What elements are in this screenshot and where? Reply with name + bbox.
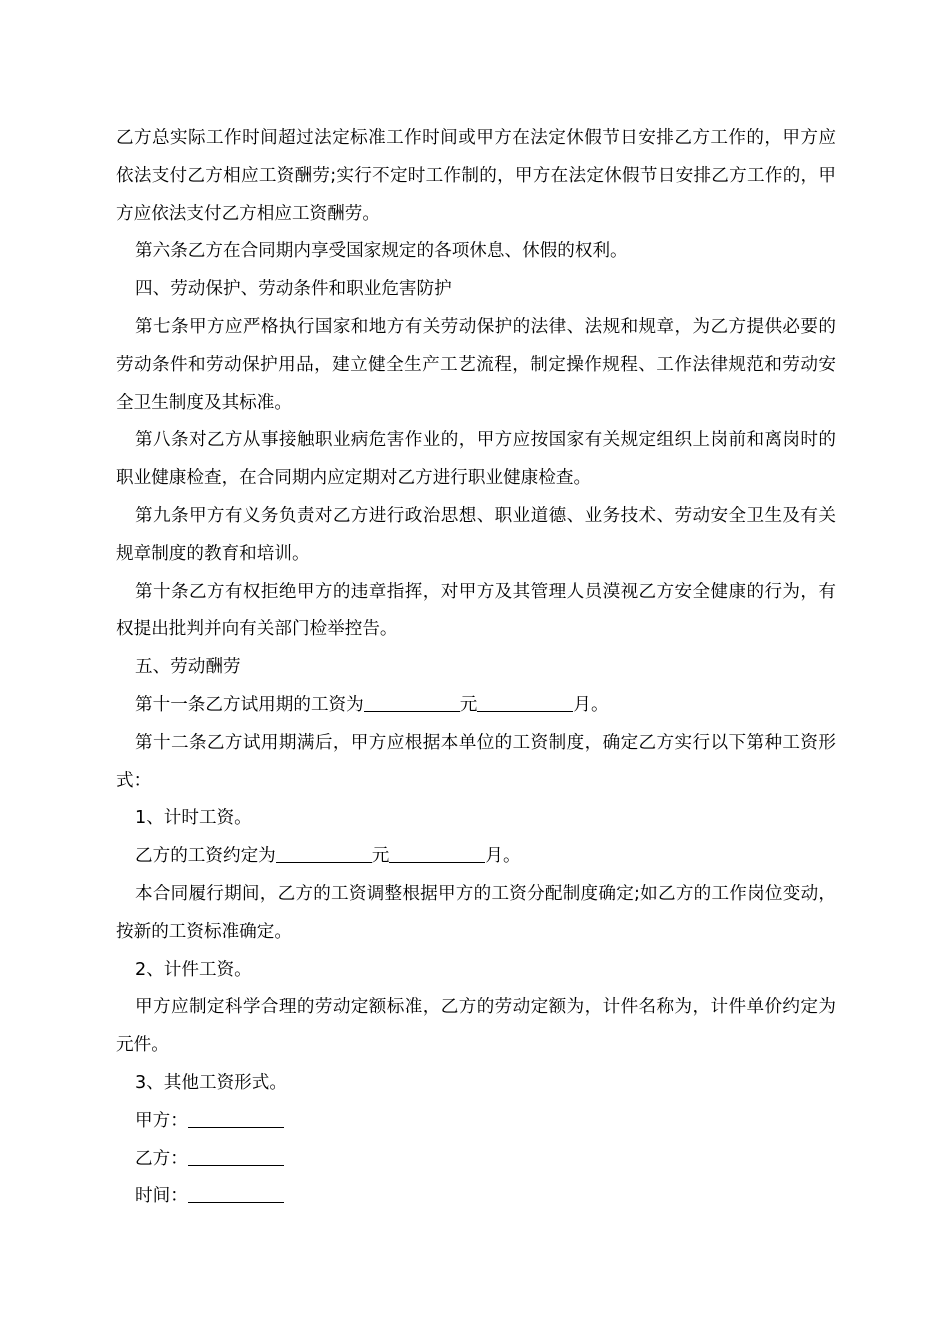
wage-period-blank [389,861,485,863]
item-time-wage: 1、计时工资。 [135,808,252,829]
document-body [116,120,836,1216]
time-label: 时间： [135,1186,188,1207]
party-a-label: 甲方： [135,1110,188,1131]
paragraph-article-12: 第十二条乙方试用期满后，甲方应根据本单位的工资制度，确定乙方实行以下第种工资形式： [116,732,836,791]
party-b-label: 乙方： [135,1148,188,1169]
wage-agreed-text: 乙方的工资约定为 [135,846,276,867]
paragraph-article-8: 第八条对乙方从事接触职业病危害作业的，甲方应按国家有关规定组织上岗前和离岗时的职业健康检查，在合同期内应定期对乙方进行职业健康检查。 [116,430,836,489]
party-b-signature-line [188,1164,284,1166]
party-a-signature-line [188,1126,284,1128]
paragraph-overtime-pay: 乙方总实际工作时间超过法定标准工作时间或甲方在法定休假节日安排乙方工作的，甲方应依法支付乙方相应工资酬劳;实行不定时工作制的，甲方在法定休假节日安排乙方工作的，甲方应依法支付乙方相应工资酬劳。 [116,128,836,224]
section-heading-5: 五、劳动酬劳 [135,657,241,678]
paragraph-article-9: 第九条甲方有义务负责对乙方进行政治思想、职业道德、业务技术、劳动安全卫生及有关规章制度的教育和培训。 [116,505,836,564]
time-signature-line [188,1201,284,1203]
article-11-text: 第十一条乙方试用期的工资为 [135,694,364,715]
item-other-wage: 3、其他工资形式。 [135,1072,287,1093]
article-11-unit-month: 月。 [573,694,609,715]
paragraph-wage-agreed [116,838,836,876]
probation-period-blank [477,710,573,712]
signature-party-a [116,1103,836,1141]
paragraph-article-11 [116,687,836,725]
wage-unit-yuan: 元 [371,846,390,867]
paragraph-article-10: 第十条乙方有权拒绝甲方的违章指挥，对甲方及其管理人员漠视乙方安全健康的行为，有权提出批判并向有关部门检举控告。 [116,581,836,640]
section-heading-4: 四、劳动保护、劳动条件和职业危害防护 [135,279,452,300]
paragraph-piece-quota: 甲方应制定科学合理的劳动定额标准，乙方的劳动定额为，计件名称为，计件单价约定为元件。 [116,997,836,1056]
paragraph-wage-adjustment: 本合同履行期间，乙方的工资调整根据甲方的工资分配制度确定;如乙方的工作岗位变动，按新的工资标准确定。 [116,883,836,942]
article-11-unit-yuan: 元 [459,694,478,715]
signature-party-b [116,1141,836,1179]
paragraph-article-7: 第七条甲方应严格执行国家和地方有关劳动保护的法律、法规和规章，为乙方提供必要的劳动条件和劳动保护用品，建立健全生产工艺流程，制定操作规程、工作法律规范和劳动安全卫生制度及其标准。 [116,316,836,413]
wage-amount-blank [276,861,372,863]
item-piece-wage: 2、计件工资。 [135,959,252,980]
wage-unit-month: 月。 [485,846,521,867]
signature-time [116,1178,836,1216]
paragraph-article-6: 第六条乙方在合同期内享受国家规定的各项休息、休假的权利。 [135,241,628,262]
probation-wage-blank [364,710,460,712]
